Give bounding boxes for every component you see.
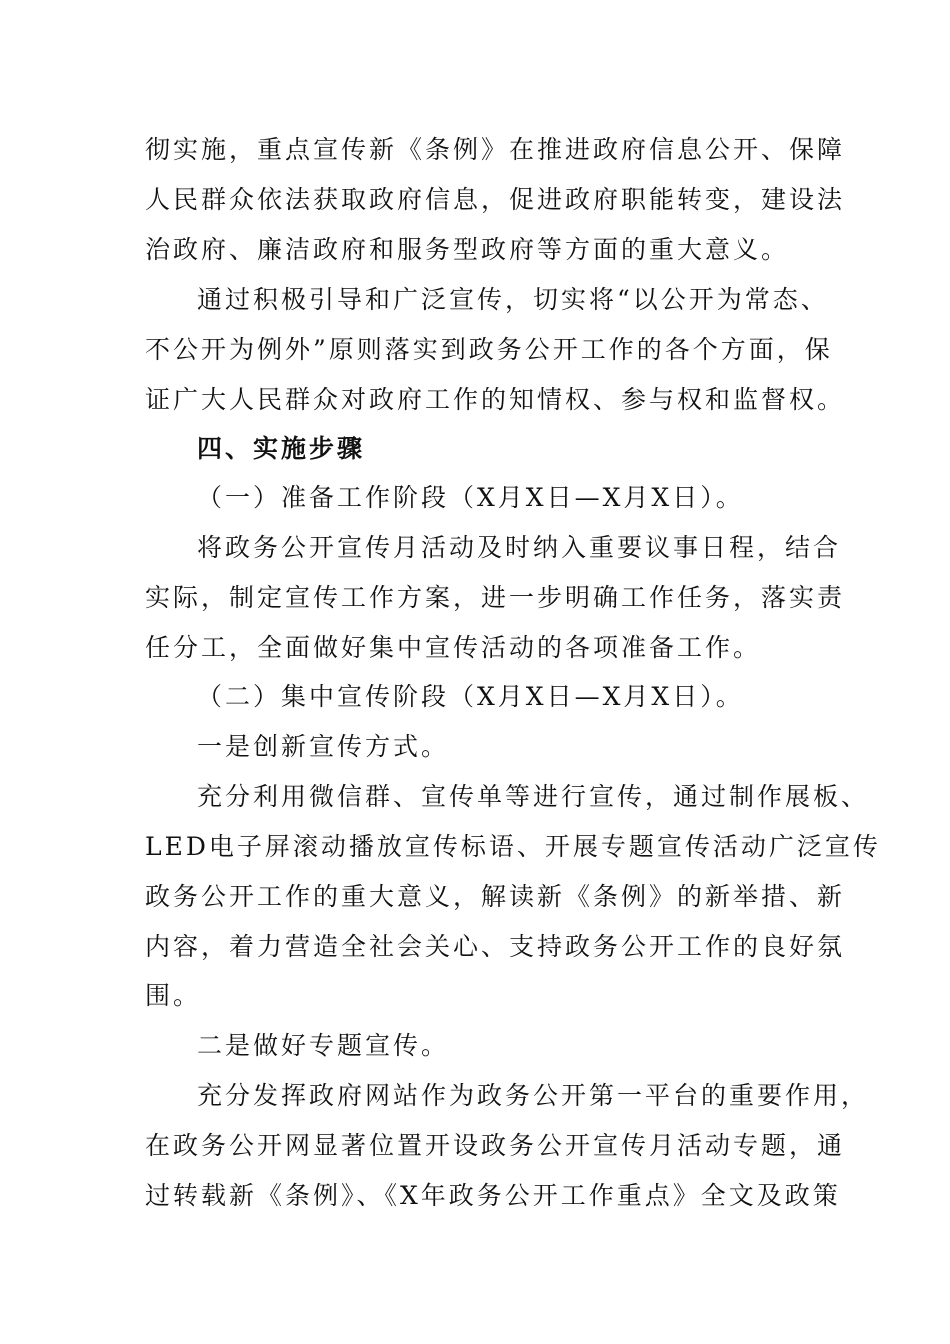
subsection-heading: （二）集中宣传阶段（X月X日—X月X日）。 (197, 682, 744, 711)
paragraph-line: 任分工，全面做好集中宣传活动的各项准备工作。 (145, 633, 762, 662)
paragraph-line: 通过积极引导和广泛宣传，切实将“以公开为常态、 (197, 285, 829, 314)
paragraph-line: LED电子屏滚动播放宣传标语、开展专题宣传活动广泛宣传 (145, 832, 881, 861)
paragraph-line: 实际，制定宣传工作方案，进一步明确工作任务，落实责 (145, 583, 846, 612)
paragraph-line: 人民群众依法获取政府信息，促进政府职能转变，建设法 (145, 185, 846, 214)
paragraph-line: 将政务公开宣传月活动及时纳入重要议事日程，结合 (197, 533, 842, 562)
paragraph-line: 过转载新《条例》、《X年政务公开工作重点》全文及政策 (145, 1181, 841, 1210)
paragraph-line: 彻实施，重点宣传新《条例》在推进政府信息公开、保障 (145, 135, 846, 164)
paragraph-line: 在政务公开网显著位置开设政务公开宣传月活动专题，通 (145, 1131, 846, 1160)
paragraph-line: 充分利用微信群、宣传单等进行宣传，通过制作展板、 (197, 782, 870, 811)
paragraph-line: 内容，着力营造全社会关心、支持政务公开工作的良好氛 (145, 932, 846, 961)
paragraph-line: 政务公开工作的重大意义，解读新《条例》的新举措、新 (145, 882, 846, 911)
paragraph-line: 一是创新宣传方式。 (197, 732, 450, 761)
paragraph-line: 围。 (145, 981, 202, 1010)
paragraph-line: 充分发挥政府网站作为政务公开第一平台的重要作用， (197, 1081, 870, 1110)
paragraph-line: 证广大人民群众对政府工作的知情权、参与权和监督权。 (145, 385, 846, 414)
paragraph-line: 二是做好专题宣传。 (197, 1031, 450, 1060)
paragraph-line: 治政府、廉洁政府和服务型政府等方面的重大意义。 (145, 235, 790, 264)
section-heading: 四、实施步骤 (197, 434, 366, 463)
subsection-heading: （一）准备工作阶段（X月X日—X月X日）。 (197, 483, 744, 512)
paragraph-line: 不公开为例外”原则落实到政务公开工作的各个方面，保 (145, 335, 833, 364)
